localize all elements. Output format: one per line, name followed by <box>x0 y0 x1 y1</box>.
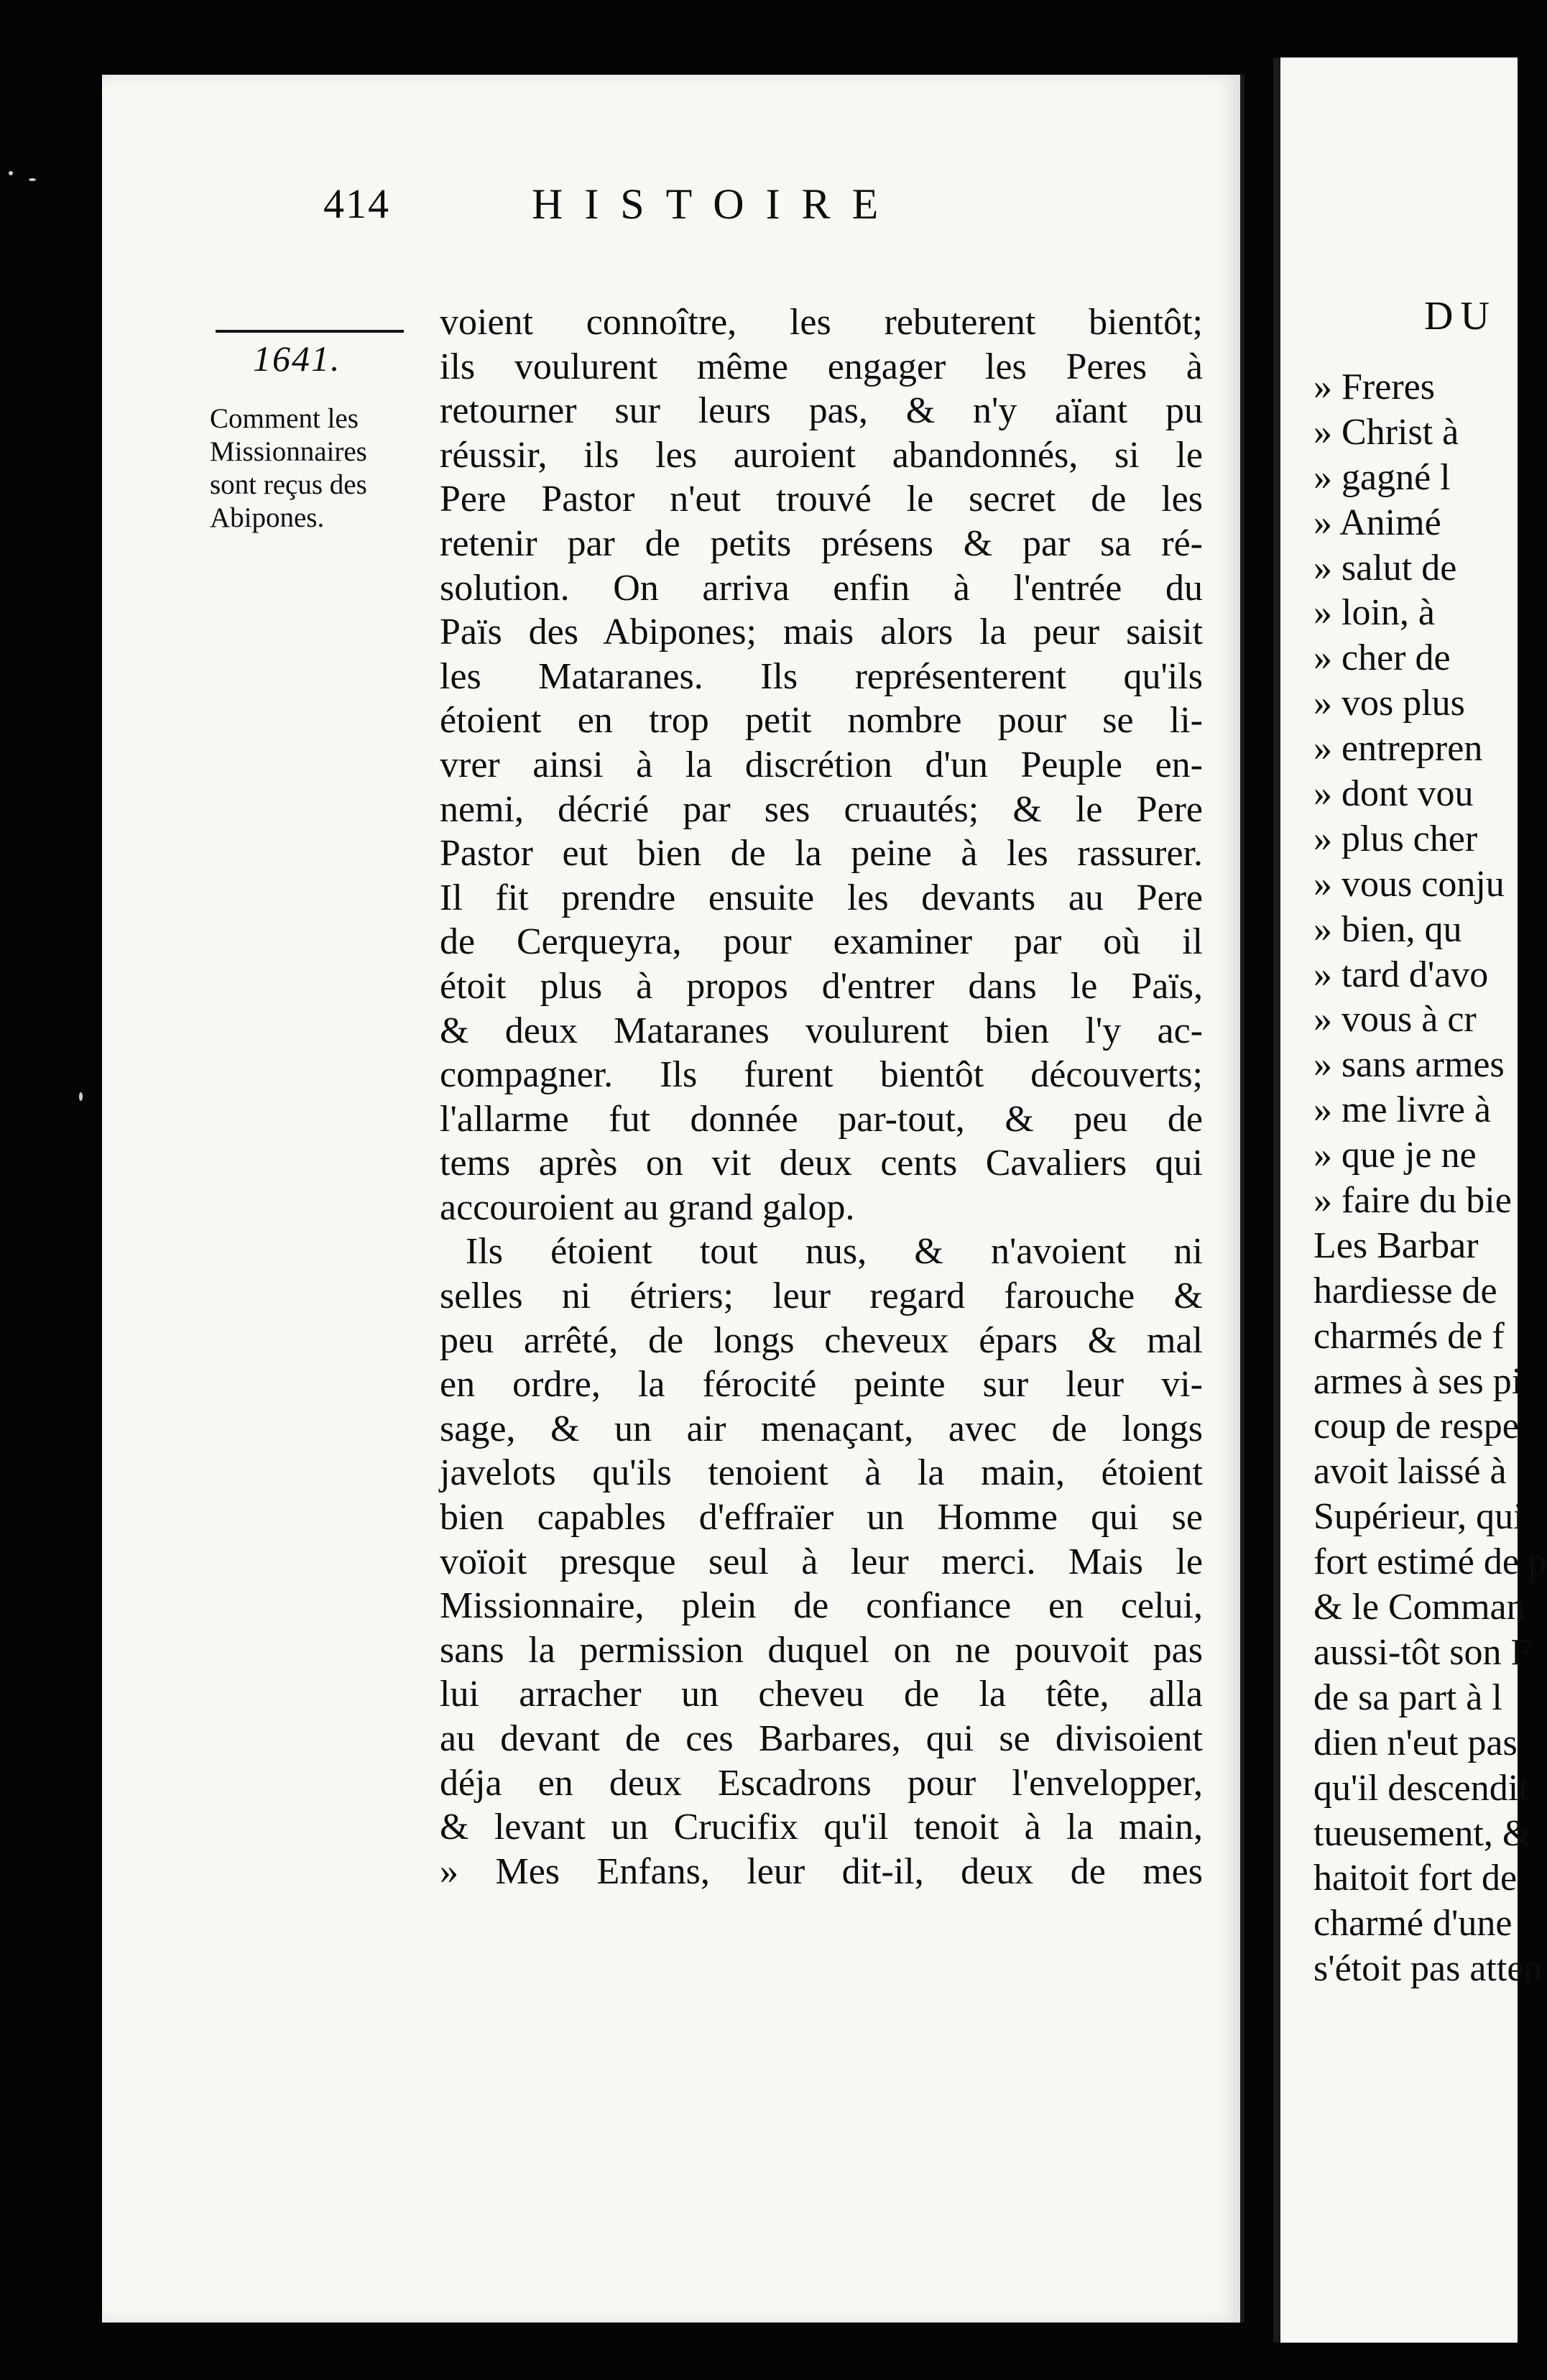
running-head <box>323 180 1186 244</box>
right-text-line: » vous conju <box>1313 863 1505 905</box>
scan-speck <box>29 178 36 181</box>
right-body-text <box>1313 365 1547 1992</box>
text-line: & deux Mataranes voulurent bien l'y ac- <box>440 1010 1203 1051</box>
text-line: vrer ainsi à la discrétion d'un Peuple en- <box>440 744 1203 785</box>
text-line: » Mes Enfans, leur dit-il, deux de mes <box>440 1850 1203 1892</box>
text-line: accouroient au grand galop. <box>440 1186 855 1228</box>
right-text-line: charmés de f <box>1313 1315 1505 1357</box>
scan-speck <box>9 171 13 175</box>
text-line: nemi, décrié par ses cruautés; & le Pere <box>440 788 1203 830</box>
right-text-line: » salut de <box>1313 547 1457 589</box>
right-text-line: » faire du bie <box>1313 1180 1512 1222</box>
right-text-line: dien n'eut pas <box>1313 1722 1518 1763</box>
right-text-line: » cher de <box>1313 637 1451 679</box>
text-line: Païs des Abipones; mais alors la peur saisit <box>440 612 1203 653</box>
right-text-line: » Freres <box>1313 366 1435 407</box>
margin-note-line: sont reçus des <box>210 469 367 500</box>
right-text-line: tueusement, & <box>1313 1812 1532 1854</box>
running-title: HISTOIRE <box>532 180 900 228</box>
right-text-line: » dont vou <box>1313 773 1474 815</box>
text-line: étoient en trop petit nombre pour se li- <box>440 700 1203 742</box>
text-line: ils voulurent même engager les Peres à <box>440 346 1203 387</box>
text-line: étoit plus à propos d'entrer dans le Païs, <box>440 965 1203 1007</box>
text-line: réussir, ils les auroient abandonnés, si le <box>440 434 1203 476</box>
right-text-line: avoit laissé à <box>1313 1451 1507 1493</box>
text-line: de Cerqueyra, pour examiner par où il <box>440 921 1203 963</box>
text-line: compagner. Ils furent bientôt découverts; <box>440 1054 1203 1096</box>
right-running-title: DU <box>1424 294 1497 338</box>
text-line: Missionnaire, plein de confiance en celui, <box>440 1585 1203 1627</box>
margin-note <box>210 402 425 535</box>
scan-speck <box>79 1092 83 1101</box>
right-text-line: coup de respe <box>1313 1406 1519 1447</box>
right-text-line: & le Comman <box>1313 1587 1525 1628</box>
right-text-line: armes à ses pi <box>1313 1360 1523 1402</box>
right-text-line: Les Barbar <box>1313 1224 1479 1266</box>
right-text-line: aussi-tôt son F <box>1313 1631 1532 1673</box>
text-line: bien capables d'effraïer un Homme qui se <box>440 1497 1203 1539</box>
right-text-line: qu'il descendit <box>1313 1767 1529 1809</box>
margin-note-line: Missionnaires <box>210 436 367 467</box>
text-line: lui arracher un cheveu de la tête, alla <box>440 1674 1203 1715</box>
right-text-line: » loin, à <box>1313 592 1435 634</box>
page-number: 414 <box>323 180 390 227</box>
margin-note-line: Abipones. <box>210 502 325 533</box>
right-text-line: haitoit fort de <box>1313 1858 1518 1899</box>
right-text-line: » bien, qu <box>1313 908 1462 950</box>
right-text-line: » entrepren <box>1313 728 1483 770</box>
right-text-line: » vos plus <box>1313 683 1465 724</box>
right-text-line: de sa part à l <box>1313 1676 1502 1718</box>
margin-note-line: Comment les <box>210 403 359 434</box>
margin-year: 1641. <box>253 338 341 379</box>
right-text-line: Supérieur, qui <box>1313 1496 1524 1538</box>
text-line: voïoit presque seul à leur merci. Mais le <box>440 1541 1203 1582</box>
text-line: en ordre, la férocité peinte sur leur vi- <box>440 1364 1203 1406</box>
right-text-line: s'étoit pas atten <box>1313 1948 1543 1990</box>
text-line: javelots qu'ils tenoient à la main, étoient <box>440 1452 1203 1494</box>
text-line: au devant de ces Barbares, qui se divisoient <box>440 1718 1203 1759</box>
text-line: retourner sur leurs pas, & n'y aïant pu <box>440 390 1203 432</box>
right-text-line: » gagné l <box>1313 456 1451 498</box>
text-line: Pere Pastor n'eut trouvé le secret de les <box>440 479 1203 520</box>
text-line: sage, & un air menaçant, avec de longs <box>440 1408 1203 1449</box>
right-text-line: » Christ à <box>1313 411 1459 453</box>
right-text-line: fort estimé de p <box>1313 1541 1547 1583</box>
right-text-line: charmé d'une <box>1313 1903 1513 1945</box>
right-text-line: » plus cher <box>1313 818 1478 859</box>
right-text-line: » vous à cr <box>1313 999 1477 1041</box>
text-line: sans la permission duquel on ne pouvoit pas <box>440 1629 1203 1671</box>
text-line: Ils étoient tout nus, & n'avoient ni <box>466 1231 1203 1273</box>
margin-rule <box>216 330 404 333</box>
text-line: peu arrêté, de longs cheveux épars & mal <box>440 1319 1203 1361</box>
text-line: tems après on vit deux cents Cavaliers qui <box>440 1143 1203 1184</box>
text-line: Il fit prendre ensuite les devants au Pere <box>440 877 1203 918</box>
text-line: déja en deux Escadrons pour l'envelopper, <box>440 1762 1203 1804</box>
right-text-line: hardiesse de <box>1313 1270 1497 1311</box>
text-line: & levant un Crucifix qu'il tenoit à la main, <box>440 1807 1203 1848</box>
right-text-line: » me livre à <box>1313 1089 1491 1131</box>
text-line: voient connoître, les rebuterent bientôt; <box>440 302 1203 343</box>
text-line: l'allarme fut donnée par-tout, & peu de <box>440 1098 1203 1140</box>
text-line: solution. On arriva enfin à l'entrée du <box>440 567 1203 609</box>
right-text-line: » tard d'avo <box>1313 954 1489 995</box>
text-line: selles ni étriers; leur regard farouche & <box>440 1276 1203 1317</box>
right-text-line: » que je ne <box>1313 1135 1477 1176</box>
text-line: les Mataranes. Ils représenterent qu'ils <box>440 655 1203 697</box>
right-text-line: » sans armes <box>1313 1044 1505 1086</box>
text-line: Pastor eut bien de la peine à les rassurer. <box>440 833 1203 875</box>
right-page <box>1273 57 1547 2343</box>
right-text-line: » Animé <box>1313 502 1441 543</box>
text-line: retenir par de petits présens & par sa ré- <box>440 522 1203 564</box>
body-text <box>440 300 1203 1894</box>
